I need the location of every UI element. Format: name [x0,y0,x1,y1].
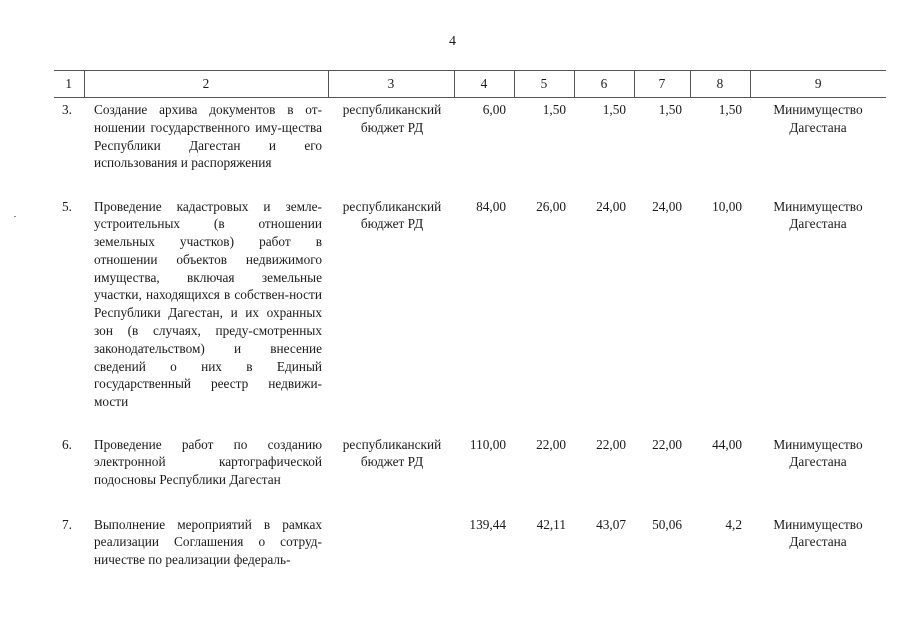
table-row [54,98,886,195]
funding-source: республиканский бюджет РД [342,102,442,135]
column-header: 2 [84,71,328,98]
executor: Минимущество Дагестана [773,516,863,550]
value-year-3: 1,50 [658,102,682,117]
executor: Минимущество Дагестана [773,436,863,470]
funding-source: республиканский бюджет РД [342,436,442,470]
activity-name: Создание архива документов в от-ношении государственного иму-щества Республики Дагестан и его использования и распоряжения [94,102,322,171]
value-year-1: 26,00 [536,198,566,214]
value-total: 6,00 [482,102,506,117]
column-header: 9 [750,71,886,98]
activity-name: Проведение работ по созданию электронной картографической подосновы Республики Дагестан [94,436,322,488]
value-year-3: 24,00 [652,198,682,214]
value-year-1: 1,50 [542,102,566,117]
activity-name: Проведение кадастровых и земле-устроительных (в отношении земельных участков) работ в отношении объектов недвижимого имущества, включая земельные участки, находящихся в собствен-ности Республики Дагестан, и их охранных зон (в случаях, преду-смотренных законодательством) и внесение сведений о них в Единый государственный реестр недвижи-мости [94,198,322,410]
value-year-1: 22,00 [536,436,566,452]
column-header: 4 [454,71,514,98]
table-row [54,513,886,585]
value-year-2: 43,07 [596,516,626,532]
funding-source [328,513,454,585]
column-header: 7 [634,71,690,98]
value-total: 139,44 [469,516,506,532]
value-total: 84,00 [476,198,506,214]
row-number: 7. [62,516,72,532]
column-header: 8 [690,71,750,98]
row-number: 3. [62,102,72,117]
executor: Минимущество Дагестана [773,102,863,135]
executor: Минимущество Дагестана [773,198,863,232]
value-year-4: 4,2 [725,516,742,532]
column-header: 5 [514,71,574,98]
column-header: 3 [328,71,454,98]
row-number: 6. [62,436,72,452]
page-number: 4 [449,34,456,49]
value-year-3: 22,00 [652,436,682,452]
value-year-4: 1,50 [718,102,742,117]
activity-name: Выполнение мероприятий в рамках реализации Соглашения о сотруд-ничестве по реализации федераль- [94,516,322,568]
value-year-2: 1,50 [602,102,626,117]
table-row [54,433,886,513]
value-year-2: 22,00 [596,436,626,452]
value-total: 110,00 [469,436,506,452]
value-year-4: 10,00 [712,198,742,214]
row-number: 5. [62,198,72,214]
funding-source: республиканский бюджет РД [342,198,442,232]
column-header: 6 [574,71,634,98]
scan-speck [14,216,16,217]
value-year-2: 24,00 [596,198,626,214]
column-header: 1 [54,71,84,98]
table-row [54,195,886,433]
value-year-1: 42,11 [536,516,566,532]
value-year-4: 44,00 [712,436,742,452]
program-activities-table [54,70,886,585]
table-header-row [54,71,886,98]
value-year-3: 50,06 [652,516,682,532]
